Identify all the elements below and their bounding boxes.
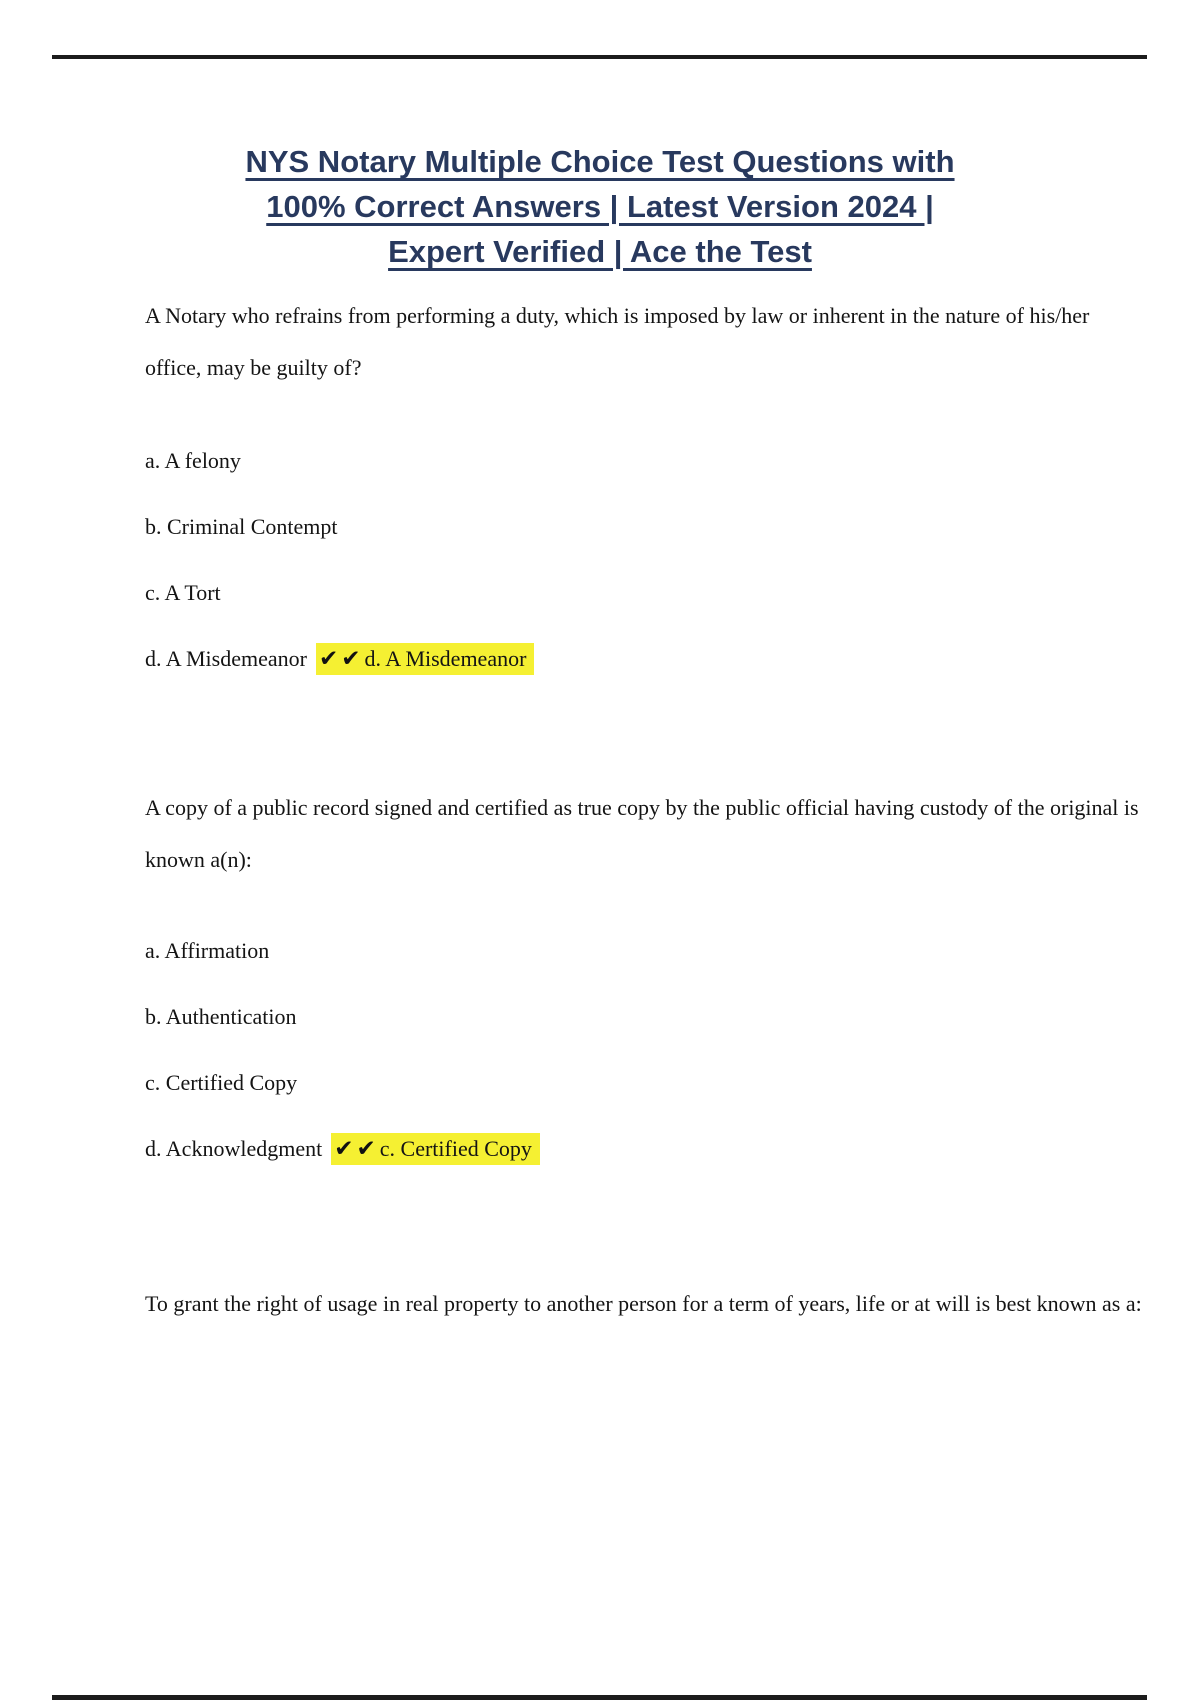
question-2-option-b: b. Authentication bbox=[145, 1004, 297, 1029]
checkmark-icon: ✔✔ bbox=[334, 1136, 379, 1162]
question-2-option-d-label: d. Acknowledgment bbox=[145, 1136, 323, 1161]
top-divider bbox=[52, 55, 1147, 59]
question-1-option-d bbox=[145, 644, 1145, 674]
question-1-prompt: A Notary who refrains from performing a duty, which is imposed by law or inherent in the nature of his/her office, may be guilty of? bbox=[145, 303, 1090, 380]
bottom-divider bbox=[52, 1695, 1147, 1700]
question-1-correct-answer-highlight bbox=[316, 643, 534, 675]
question-1-option-d-label: d. A Misdemeanor bbox=[145, 646, 307, 671]
question-2-correct-answer-text: c. Certified Copy bbox=[379, 1136, 532, 1161]
document-title bbox=[0, 139, 1200, 274]
question-2-correct-answer-highlight bbox=[331, 1133, 540, 1165]
title-line-1: NYS Notary Multiple Choice Test Questions with bbox=[245, 144, 955, 179]
question-2-option-c: c. Certified Copy bbox=[145, 1070, 298, 1095]
question-2-prompt: A copy of a public record signed and certified as true copy by the public official having custody of the original is known a(n): bbox=[145, 795, 1139, 872]
question-1-correct-answer-text: d. A Misdemeanor bbox=[364, 646, 527, 671]
question-3-prompt: To grant the right of usage in real property to another person for a term of years, life or at will is best known as a: bbox=[145, 1291, 1142, 1316]
checkmark-icon: ✔✔ bbox=[318, 646, 364, 672]
question-2-option-d bbox=[145, 1134, 1145, 1164]
title-line-3: Expert Verified | Ace the Test bbox=[388, 234, 812, 269]
question-1-option-a: a. A felony bbox=[145, 448, 241, 473]
question-1-option-c: c. A Tort bbox=[145, 580, 221, 605]
title-line-2: 100% Correct Answers | Latest Version 2024 | bbox=[266, 189, 934, 224]
question-2-option-a: a. Affirmation bbox=[145, 938, 270, 963]
question-1-option-b: b. Criminal Contempt bbox=[145, 514, 338, 539]
